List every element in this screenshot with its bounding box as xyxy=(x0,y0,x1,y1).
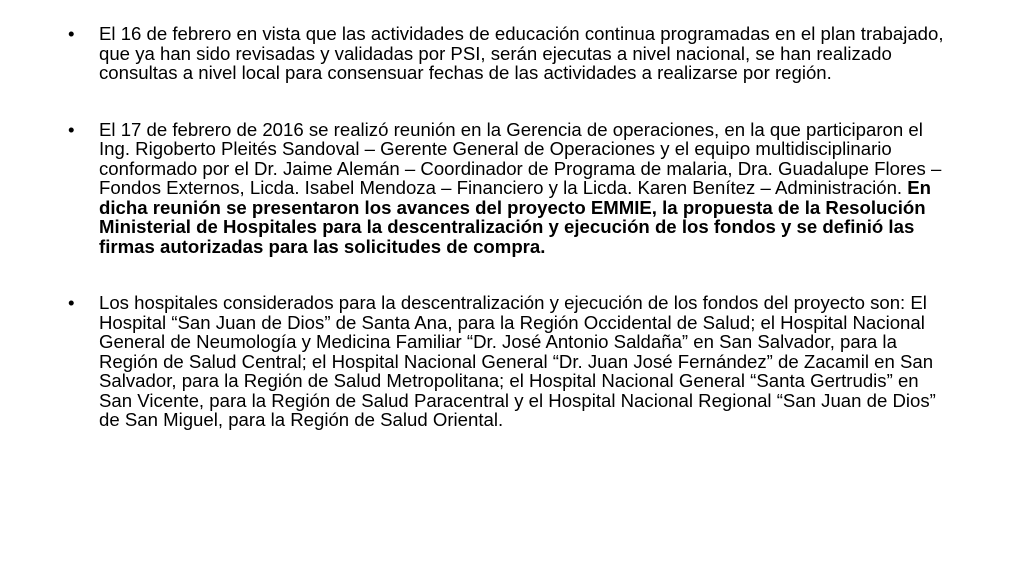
paragraph-text: Los hospitales considerados para la descentralización y ejecución de los fondos del proyecto son: El Hospital “San Juan de Dios” de Santa Ana, para la Región Occidental de Salud; el Hospital Nacional General de Neumología y Medicina Familiar “Dr. José Antonio Saldaña” en San Salvador, para la Región de Salud Central; el Hospital Nacional General “Dr. Juan José Fernández” de Zacamil en San Salvador, para la Región de Salud Metropolitana; el Hospital Nacional General “Santa Gertrudis” en San Vicente, para la Región de Salud Paracentral y el Hospital Nacional Regional “San Juan de Dios” de San Miguel, para la Región de Salud Oriental. xyxy=(99,292,936,430)
paragraph-text: El 16 de febrero en vista que las actividades de educación continua programadas en el plan trabajado, que ya han sido revisadas y validadas por PSI, serán ejecutas a nivel nacional, se han realizado consultas a nivel local para consensuar fechas de las actividades a realizarse por región. xyxy=(99,23,944,83)
bullet-item-education xyxy=(68,24,948,83)
bullet-icon: • xyxy=(68,23,75,44)
bullet-icon: • xyxy=(68,118,75,140)
bullet-list xyxy=(68,24,948,430)
paragraph-text: El 17 de febrero de 2016 se realizó reunión en la Gerencia de operaciones, en la que participaron el Ing. Rigoberto Pleités Sandoval – Gerente General de Operaciones y el equipo multidisciplinario conformado por el Dr. Jaime Alemán – Coordinador de Programa de malaria, Dra. Guadalupe Flores – Fondos Externos, Licda. Isabel Mendoza – Financiero y la Licda. Karen Benítez – Administración. xyxy=(99,118,942,198)
bullet-icon: • xyxy=(68,292,75,313)
bullet-item-hospitals xyxy=(68,293,948,430)
paragraph-bold-text: En dicha reunión se presentaron los avances del proyecto EMMIE, la propuesta de la Resolución Ministerial de Hospitales para la descentralización y ejecución de los fondos y se definió las firmas autorizadas para las solicitudes de compra. xyxy=(99,177,932,257)
bullet-item-meeting xyxy=(68,120,948,257)
